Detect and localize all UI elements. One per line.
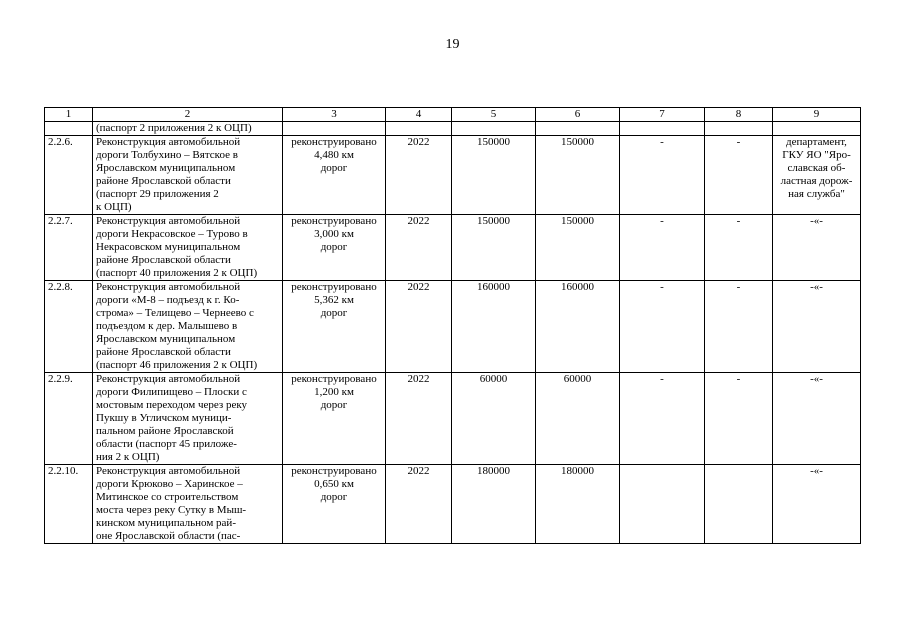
cell-col6 <box>536 122 620 136</box>
cell-text-line: -«- <box>810 281 823 293</box>
header-cell: 7 <box>620 108 705 122</box>
cell-text-line: 4,480 км <box>314 149 354 161</box>
cell-col7 <box>620 122 705 136</box>
cell-text-line: 3,000 км <box>314 228 354 240</box>
cell-text-line: ная служба" <box>788 188 845 200</box>
cell-executor <box>773 373 861 465</box>
cell-text-line: 0,650 км <box>314 478 354 490</box>
header-cell: 2 <box>93 108 283 122</box>
table-row <box>45 281 861 373</box>
cell-text-line: к ОЦП) <box>96 201 132 213</box>
cell-text-line: кинском муниципальном рай- <box>96 517 236 529</box>
continuation-row <box>45 122 861 136</box>
cell-text-line: районе Ярославской области <box>96 175 231 187</box>
cell-name <box>93 465 283 544</box>
cell-col6: 60000 <box>536 373 620 465</box>
table-row <box>45 215 861 281</box>
page-number: 19 <box>445 37 460 52</box>
cell-text-line: дороги Филипищево – Плоски с <box>96 386 247 398</box>
cell-result <box>283 465 386 544</box>
cell-text-line: Реконструкция автомобильной <box>96 215 241 227</box>
cell-text-line: департамент, <box>786 136 847 148</box>
cell-year: 2022 <box>386 465 452 544</box>
table-row <box>45 136 861 215</box>
cell-result <box>283 136 386 215</box>
cell-col5: 160000 <box>452 281 536 373</box>
header-cell: 3 <box>283 108 386 122</box>
cell-year <box>386 122 452 136</box>
cell-col7: - <box>620 136 705 215</box>
cell-text-line: Реконструкция автомобильной <box>96 465 241 477</box>
cell-text-line: оне Ярославской области (пас- <box>96 530 241 542</box>
cell-text-line: ластная дорож- <box>780 175 853 187</box>
cell-num: 2.2.8. <box>45 281 93 373</box>
header-cell: 9 <box>773 108 861 122</box>
cell-text-line: Пукшу в Угличском муници- <box>96 412 232 424</box>
cell-text-line: -«- <box>810 215 823 227</box>
cell-col6: 180000 <box>536 465 620 544</box>
cell-name: (паспорт 2 приложения 2 к ОЦП) <box>93 122 283 136</box>
header-cell: 1 <box>45 108 93 122</box>
cell-text-line: подъездом к дер. Малышево в <box>96 320 238 332</box>
cell-num <box>45 122 93 136</box>
table-row <box>45 373 861 465</box>
cell-text-line: Реконструкция автомобильной <box>96 373 241 385</box>
cell-num: 2.2.9. <box>45 373 93 465</box>
cell-col6: 150000 <box>536 136 620 215</box>
cell-text-line: дороги «М-8 – подъезд к г. Ко- <box>96 294 240 306</box>
cell-text-line: Ярославском муниципальном <box>96 333 236 345</box>
cell-col5: 60000 <box>452 373 536 465</box>
cell-text-line: Реконструкция автомобильной <box>96 281 241 293</box>
cell-text-line: дорог <box>320 162 348 174</box>
cell-text-line: Митинское со строительством <box>96 491 239 503</box>
cell-text-line: мостовым переходом через реку <box>96 399 248 411</box>
cell-col8 <box>705 122 773 136</box>
cell-result <box>283 281 386 373</box>
cell-col5: 180000 <box>452 465 536 544</box>
cell-text-line: реконструировано <box>291 136 377 148</box>
cell-num: 2.2.6. <box>45 136 93 215</box>
cell-result <box>283 122 386 136</box>
cell-text-line: реконструировано <box>291 215 377 227</box>
cell-text-line: дороги Некрасовское – Турово в <box>96 228 248 240</box>
cell-executor <box>773 281 861 373</box>
cell-col7 <box>620 465 705 544</box>
cell-text-line: реконструировано <box>291 465 377 477</box>
cell-text-line: дороги Крюково – Харинское – <box>96 478 243 490</box>
header-row <box>45 108 861 122</box>
cell-year: 2022 <box>386 281 452 373</box>
cell-num: 2.2.10. <box>45 465 93 544</box>
program-table <box>44 107 861 544</box>
header-cell: 8 <box>705 108 773 122</box>
cell-text-line: реконструировано <box>291 373 377 385</box>
cell-year: 2022 <box>386 215 452 281</box>
cell-text-line: строма» – Телищево – Чернеево с <box>96 307 254 319</box>
cell-text-line: Некрасовском муниципальном <box>96 241 241 253</box>
cell-text-line: дороги Толбухино – Вятское в <box>96 149 238 161</box>
cell-text-line: дорог <box>320 491 348 503</box>
cell-name <box>93 215 283 281</box>
cell-col7: - <box>620 215 705 281</box>
cell-text-line: дорог <box>320 241 348 253</box>
cell-text-line: ния 2 к ОЦП) <box>96 451 160 463</box>
cell-col7: - <box>620 281 705 373</box>
cell-col8: - <box>705 281 773 373</box>
cell-col7: - <box>620 373 705 465</box>
cell-name <box>93 281 283 373</box>
cell-num: 2.2.7. <box>45 215 93 281</box>
cell-text-line: области (паспорт 45 приложе- <box>96 438 237 450</box>
cell-text-line: дорог <box>320 307 348 319</box>
cell-col6: 150000 <box>536 215 620 281</box>
cell-name <box>93 373 283 465</box>
cell-text-line: пальном районе Ярославской <box>96 425 234 437</box>
cell-text-line: 1,200 км <box>314 386 354 398</box>
cell-text-line: моста через реку Сутку в Мыш- <box>96 504 247 516</box>
cell-text-line: 5,362 км <box>314 294 354 306</box>
cell-text-line: Ярославском муниципальном <box>96 162 236 174</box>
cell-executor <box>773 465 861 544</box>
cell-text-line: ГКУ ЯО "Яро- <box>782 149 851 161</box>
cell-text-line: (паспорт 46 приложения 2 к ОЦП) <box>96 359 258 371</box>
cell-text-line: -«- <box>810 373 823 385</box>
cell-year: 2022 <box>386 373 452 465</box>
cell-col5 <box>452 122 536 136</box>
cell-text-line: -«- <box>810 465 823 477</box>
cell-text-line: Реконструкция автомобильной <box>96 136 241 148</box>
cell-executor <box>773 122 861 136</box>
cell-text-line: реконструировано <box>291 281 377 293</box>
cell-text-line: районе Ярославской области <box>96 254 231 266</box>
cell-col5: 150000 <box>452 136 536 215</box>
cell-text-line: (паспорт 40 приложения 2 к ОЦП) <box>96 267 258 279</box>
cell-col8 <box>705 465 773 544</box>
cell-executor <box>773 215 861 281</box>
cell-col6: 160000 <box>536 281 620 373</box>
cell-col5: 150000 <box>452 215 536 281</box>
cell-executor <box>773 136 861 215</box>
cell-col8: - <box>705 215 773 281</box>
cell-text-line: славская об- <box>787 162 846 174</box>
header-cell: 6 <box>536 108 620 122</box>
cell-result <box>283 215 386 281</box>
cell-text-line: дорог <box>320 399 348 411</box>
cell-col8: - <box>705 373 773 465</box>
cell-col8: - <box>705 136 773 215</box>
cell-year: 2022 <box>386 136 452 215</box>
table-row <box>45 465 861 544</box>
header-cell: 5 <box>452 108 536 122</box>
cell-name <box>93 136 283 215</box>
cell-text-line: районе Ярославской области <box>96 346 231 358</box>
cell-text-line: (паспорт 29 приложения 2 <box>96 188 219 200</box>
cell-result <box>283 373 386 465</box>
header-cell: 4 <box>386 108 452 122</box>
